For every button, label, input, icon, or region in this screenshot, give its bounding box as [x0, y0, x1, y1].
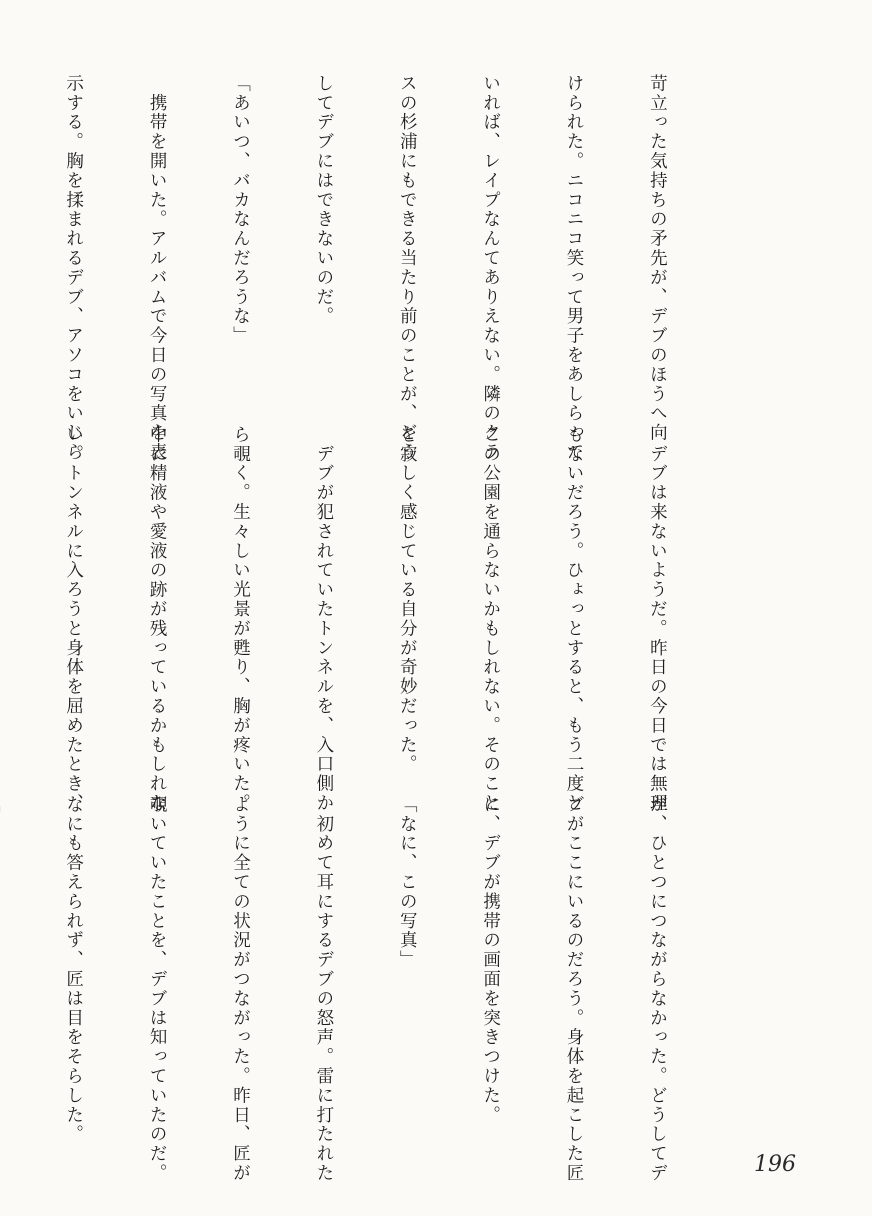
text-line — [0, 795, 3, 1145]
text-line: 「あいつ、バカなんだろうな」 — [230, 74, 251, 346]
text-line: に、デブが携帯の画面を突きつけた。 — [480, 795, 501, 1125]
text-line: なにも答えられず、匠は目をそらした。 — [63, 795, 84, 1145]
text-line: ように全ての状況がつながった。昨日、匠が — [230, 795, 251, 1183]
text-line: 中に精液や愛液の跡が残っているかもしれな — [147, 425, 168, 813]
text-line: 初めて耳にするデブの怒声。雷に打たれた — [313, 795, 334, 1183]
text-line: してデブにはできないのだ。 — [313, 74, 334, 327]
text-line: 携帯を開いた。アルバムで今日の写真を表 — [147, 74, 168, 462]
text-line: けられた。ニコニコ笑って男子をあしらって — [564, 74, 585, 462]
text-line: この公園を通らないかもしれない。そのこと — [480, 425, 501, 813]
text-line: デブが犯されていたトンネルを、入口側か — [313, 425, 334, 813]
text-line: 覗いていたことを、デブは知っていたのだ。 — [147, 795, 168, 1183]
text-block-top — [63, 74, 726, 462]
text-line: いれば、レイプなんてありえない。隣のクラ — [480, 74, 501, 462]
text-line — [0, 74, 3, 410]
text-block-middle — [63, 425, 726, 813]
text-line: ら覗く。生々しい光景が甦り、胸が疼いた。 — [230, 425, 251, 813]
text-line: 「なに、この写真」 — [397, 795, 418, 970]
text-line: 示する。胸を揉まれるデブ、アソコをいじら — [63, 74, 84, 462]
text-line: い。トンネルに入ろうと身体を屈めたとき、 — [63, 425, 84, 813]
text-block-bottom — [63, 795, 726, 1183]
page-number: 196 — [754, 1152, 796, 1177]
text-line: ブがここにいるのだろう。身体を起こした匠 — [564, 795, 585, 1183]
text-line — [0, 425, 3, 777]
text-line: スの杉浦にもできる当たり前のことが、どう — [397, 74, 418, 462]
text-line: が、ひとつにつながらなかった。どうしてデ — [647, 795, 668, 1183]
text-line: デブは来ないようだ。昨日の今日では無理 — [647, 425, 668, 813]
text-line: もないだろう。ひょっとすると、もう二度と — [564, 425, 585, 813]
text-line: を寂しく感じている自分が奇妙だった。 — [397, 425, 418, 775]
text-line: 苛立った気持ちの矛先が、デブのほうへ向 — [647, 74, 668, 443]
